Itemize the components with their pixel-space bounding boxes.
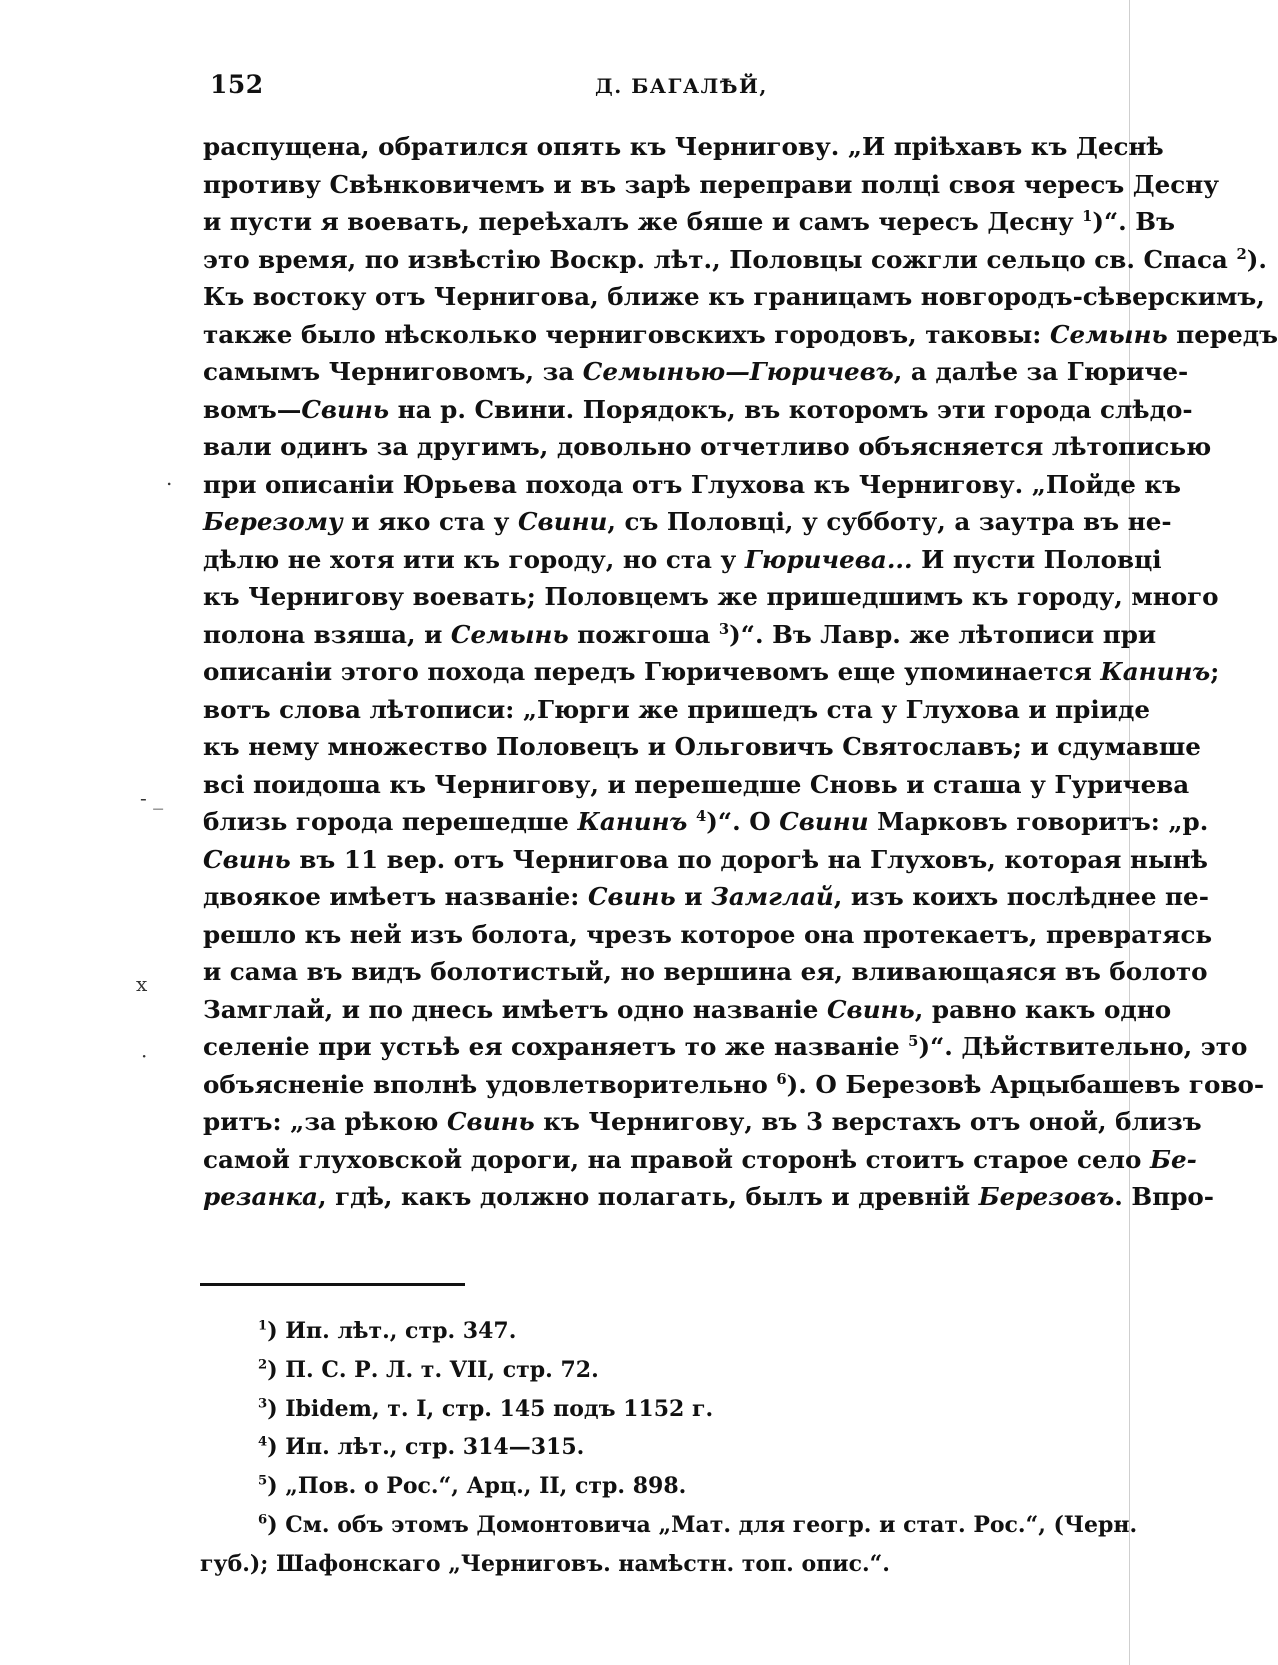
text-segment: )“. Въ Лавр. же лѣтописи при xyxy=(729,619,1157,649)
text-line xyxy=(203,803,1209,841)
footnotes xyxy=(200,1312,1138,1584)
footnote-ref: 5 xyxy=(908,1032,919,1050)
text-segment: , а далѣе за Гюриче- xyxy=(893,357,1189,386)
text-segment: решло къ ней изъ болота, чрезъ которое она протекаетъ, превратясь xyxy=(203,919,1213,949)
text-line xyxy=(203,653,1220,691)
margin-mark: - _ xyxy=(140,786,164,810)
margin-mark: x xyxy=(136,972,148,996)
text-line xyxy=(203,128,1164,166)
footnote-ref: 4 xyxy=(696,807,707,825)
text-segment: Марковъ говоритъ: „р. xyxy=(868,807,1209,836)
text-line xyxy=(203,203,1175,241)
text-segment: также было нѣсколько черниговскихъ городовъ, таковы: xyxy=(203,319,1050,349)
text-segment: объясненiе вполнѣ удовлетворительно xyxy=(203,1069,777,1099)
body-text xyxy=(203,128,1278,1216)
text-line xyxy=(203,991,1172,1029)
text-segment: вотъ слова лѣтописи: „Гюрги же пришедъ ста у Глухова и прiиде xyxy=(203,694,1150,724)
text-segment: самымъ Черниговомъ, за xyxy=(203,357,583,386)
text-segment: къ Чернигову, въ 3 верстахъ отъ оной, близъ xyxy=(534,1107,1202,1136)
text-line xyxy=(203,541,1162,579)
text-segment: передъ xyxy=(1167,319,1278,349)
text-segment xyxy=(687,807,696,836)
italic-place-name: Бе- xyxy=(1149,1144,1197,1174)
text-segment: пожгоша xyxy=(568,619,719,649)
text-segment: . Впро- xyxy=(1114,1182,1215,1211)
text-segment: распущена, обратился опять къ Чернигову. „И прiѣхавъ къ Деснѣ xyxy=(203,132,1164,161)
text-segment: и xyxy=(675,882,712,911)
text-segment: самой глуховской дороги, на правой сторонѣ стоитъ старое село xyxy=(203,1144,1150,1174)
italic-place-name: Свини xyxy=(517,507,608,536)
footnote-number: 3 xyxy=(258,1396,268,1412)
text-line xyxy=(203,353,1189,391)
italic-place-name: Свинь xyxy=(301,394,390,424)
footnote-number: 1 xyxy=(258,1318,268,1334)
footnote-ref: 3 xyxy=(718,620,730,638)
footnote xyxy=(200,1467,1100,1506)
footnote xyxy=(200,1390,1100,1429)
footnote-text: ) Ип. лѣт., стр. 347. xyxy=(267,1318,517,1344)
text-line xyxy=(203,953,1208,991)
text-line xyxy=(203,1178,1215,1216)
text-segment: , гдѣ, какъ должно полагать, былъ и древнiй xyxy=(317,1182,979,1211)
text-segment: , равно какъ одно xyxy=(914,994,1172,1024)
footnote-text: ) Ип. лѣт., стр. 314—315. xyxy=(267,1434,585,1461)
text-segment: )“. Дѣйствительно, это xyxy=(918,1032,1248,1061)
text-line xyxy=(203,278,1265,316)
footnote xyxy=(200,1428,1100,1467)
italic-place-name: Березому xyxy=(203,507,343,536)
footnote-number: 6 xyxy=(258,1512,268,1528)
text-line xyxy=(203,466,1182,504)
footnote-ref: 2 xyxy=(1236,245,1247,263)
text-line xyxy=(203,841,1208,879)
margin-mark: · xyxy=(141,1044,148,1068)
text-segment: двоякое имѣетъ названiе: xyxy=(203,882,588,911)
italic-place-name: Свинь xyxy=(826,994,915,1024)
text-segment: дѣлю не хотя ити къ городу, но ста у xyxy=(203,544,745,574)
footnote-text: ) Ibidem, т. I, стр. 145 подъ 1152 г. xyxy=(267,1395,714,1422)
text-segment: къ Чернигову воевать; Половцемъ же пришедшимъ къ городу, много xyxy=(203,582,1219,611)
running-head: Д. БАГАЛѢЙ, xyxy=(595,74,768,98)
text-segment: всi поидоша къ Чернигову, и перешедше Сновь и сташа у Гуричева xyxy=(203,769,1190,799)
footnote-ref: 1 xyxy=(1082,207,1093,225)
text-segment: полона взяша, и xyxy=(203,619,451,649)
text-segment: вали одинъ за другимъ, довольно отчетливо объясняется лѣтописью xyxy=(203,432,1212,461)
footnote-text: ) „Пов. о Рос.“, Арц., II, стр. 898. xyxy=(267,1473,687,1500)
footnote-text: ) П. С. Р. Л. т. VII, стр. 72. xyxy=(267,1356,599,1383)
italic-place-name: Семынь xyxy=(1049,319,1168,349)
text-segment: и сама въ видъ болотистый, но вершина ея, вливающаяся въ болото xyxy=(203,957,1208,986)
text-line xyxy=(203,578,1219,616)
italic-place-name: Гюричева... xyxy=(744,544,913,574)
text-line xyxy=(203,1066,1265,1104)
text-segment: ). О Березовѣ Арцыбашевъ гово- xyxy=(786,1069,1265,1099)
footnote-number: 4 xyxy=(258,1435,268,1451)
italic-place-name: Березовъ xyxy=(978,1182,1115,1211)
footnote xyxy=(200,1506,1138,1545)
text-segment: противу Свѣнковичемъ и въ зарѣ переправи полцi своя чересъ Десну xyxy=(203,169,1220,199)
margin-mark: . xyxy=(166,466,173,490)
italic-place-name: Свинь xyxy=(446,1107,535,1136)
text-segment: , съ Половцi, у субботу, а заутра въ не- xyxy=(607,507,1172,536)
text-segment: и пусти я воевать, переѣхалъ же бяше и самъ чересъ Десну xyxy=(203,207,1083,236)
text-segment: )“. О xyxy=(706,807,780,836)
italic-place-name: резанка xyxy=(203,1182,318,1211)
text-segment: близь города перешедше xyxy=(203,807,578,836)
text-segment: селенiе при устьѣ ея сохраняетъ то же названiе xyxy=(203,1032,909,1061)
page-number: 152 xyxy=(210,70,264,99)
text-segment: это время, по извѣстiю Воскр. лѣт., Половцы сожгли сельцо св. Спаса xyxy=(203,244,1237,274)
text-segment: И пусти Половцi xyxy=(912,544,1162,574)
text-line xyxy=(203,391,1193,429)
text-line xyxy=(203,878,1209,916)
italic-place-name: Канинъ xyxy=(1100,657,1211,686)
text-segment: Къ востоку отъ Чернигова, ближе къ границамъ новгородъ-сѣверскимъ, xyxy=(203,282,1265,311)
text-line xyxy=(203,616,1157,654)
text-line xyxy=(203,428,1212,466)
text-line xyxy=(203,166,1220,204)
text-segment: къ нему множество Половецъ и Ольговичъ Святославъ; и сдумавше xyxy=(203,732,1201,761)
text-line xyxy=(203,1103,1202,1141)
italic-place-name: Семынь xyxy=(450,619,569,649)
italic-place-name: Замглай xyxy=(711,882,834,911)
footnote-number: 5 xyxy=(258,1473,268,1489)
text-segment: ; xyxy=(1210,657,1220,686)
text-segment: на р. Свини. Порядокъ, въ которомъ эти города слѣдо- xyxy=(389,394,1193,424)
footnote-rule xyxy=(200,1283,465,1286)
italic-place-name: Свини xyxy=(779,807,869,836)
footnote-ref: 6 xyxy=(776,1070,787,1088)
footnote-number: 2 xyxy=(258,1357,268,1373)
italic-place-name: Свинь xyxy=(203,844,291,874)
text-line xyxy=(203,241,1267,279)
text-line xyxy=(203,1028,1248,1066)
text-segment: описанiи этого похода передъ Гюричевомъ еще упоминается xyxy=(203,657,1101,686)
text-segment: въ 11 вер. отъ Чернигова по дорогѣ на Глуховъ, которая нынѣ xyxy=(290,844,1208,874)
text-line xyxy=(203,503,1172,541)
text-line xyxy=(203,916,1213,954)
text-line xyxy=(203,728,1201,766)
text-segment: вомъ— xyxy=(203,394,302,424)
text-line xyxy=(203,1141,1197,1179)
text-segment: , изъ коихъ послѣднее пе- xyxy=(833,882,1209,911)
italic-place-name: Канинъ xyxy=(577,807,688,836)
text-segment: ритъ: „за рѣкою xyxy=(203,1107,447,1136)
text-line xyxy=(203,691,1150,729)
footnote-continuation: губ.); Шафонскаго „Черниговъ. намѣстн. топ. опис.“. xyxy=(200,1550,890,1577)
text-segment: Замглай, и по днесь имѣетъ одно названiе xyxy=(203,994,827,1024)
italic-place-name: Семынью—Гюричевъ xyxy=(582,357,894,386)
italic-place-name: Свинь xyxy=(587,882,676,911)
footnote xyxy=(200,1351,1100,1390)
text-segment: )“. Въ xyxy=(1092,207,1175,236)
text-segment: ). xyxy=(1246,244,1267,274)
text-segment: и яко ста у xyxy=(342,507,518,536)
text-line xyxy=(203,766,1190,804)
footnote xyxy=(200,1312,1100,1351)
text-segment: при описанiи Юрьева похода отъ Глухова къ Чернигову. „Пойде къ xyxy=(203,469,1182,499)
footnote-text: ) См. объ этомъ Домонтовича „Мат. для геогр. и стат. Рос.“, (Черн. xyxy=(267,1511,1138,1538)
text-line xyxy=(203,316,1278,354)
